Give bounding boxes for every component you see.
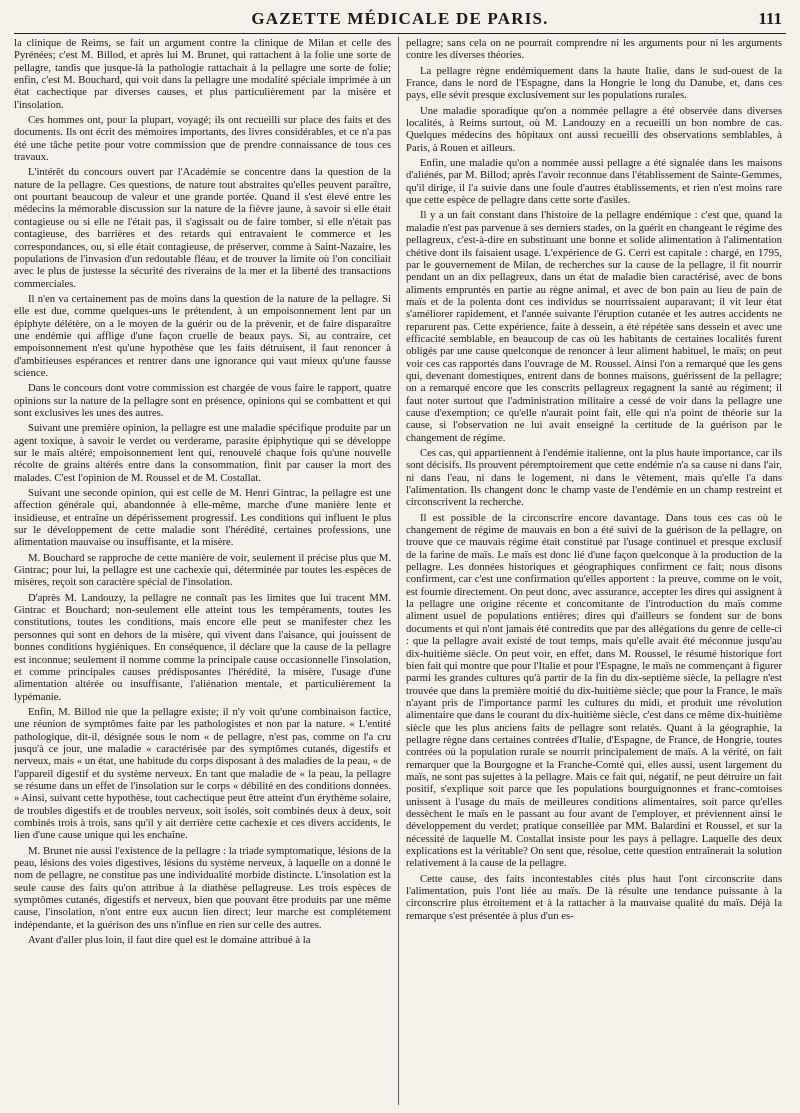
paragraph: Suivant une seconde opinion, qui est celle de M. Henri Gintrac, la pellagre est une affection générale qui, abandonnée à elle-même, marche d'une manière lente et insidieuse, et entraîne un dépérissement progressif. Les conditions qui influent le plus sur le développement de cette maladie sont l'hérédité, certaines professions, une alimentation mauvaise ou insuffisante, et la misère.	[14, 487, 391, 549]
left-column	[14, 37, 398, 1105]
paragraph: la clinique de Reims, se fait un argument contre la clinique de Milan et celle des Pyrénées; c'est M. Billod, et après lui M. Brunet, qui rattachent à la folie une sorte de pellagre, tandis que jusque-là la pathologie rattachait à la pellagre une sorte de folie; enfin, c'est M. Bouchard, qui voit dans la pellagre une modalité spéciale imprimée à un état cachectique par diverses causes, et plus particulièrement par la misère et l'insolation.	[14, 37, 391, 111]
paragraph: pellagre; sans cela on ne pourrait comprendre ni les arguments pour ni les arguments contre les diverses théories.	[406, 37, 782, 62]
paragraph: L'intérêt du concours ouvert par l'Académie se concentre dans la question de la nature de la pellagre. Ces questions, de nature tout abstraites qu'elles peuvent paraître, ont pourtant beaucoup de valeur et une grande portée. Quand il s'est élevé entre les médecins la mémorable discussion sur la nature de la fièvre jaune, à savoir si elle était contagieuse ou si elle ne l'était pas, il s'agissait ou de faire tomber, si elle n'était pas contagieuse, des barrières et des retards qui entravaient le commerce et les correspondances, ou, si elle était contagieuse, de préserver, comme à Saint-Nazaire, les populations de l'invasion d'un redoutable fléau, et de trouver la limite où l'on conciliait avec le plus de justesse la sécurité des riverains de la mer et la liberté des transactions commerciales.	[14, 166, 391, 290]
page-header	[14, 0, 786, 34]
paragraph: Enfin, M. Billod nie que la pellagre existe; il n'y voit qu'une combinaison factice, une réunion de symptômes faite par les pathologistes et non par la nature. « L'entité pathologique, dit-il, désignée sous le nom « de pellagre, n'est pas, comme on l'a cru jusqu'à ce jour, une maladie « caractérisée par des symptômes cutanés, digestifs et nerveux, mais « un état, une habitude du corps disposant à des maladies de la peau, « de l'appareil digestif et du système nerveux. En tant que maladie de « la peau, la pellagre se résume dans un effet de l'insolation sur le corps « débilité en des conditions données. » Ainsi, suivant cette hypothèse, tout cachectique peut être atteint d'un érythème solaire, de troubles digestifs et de troubles nerveux, soit isolés, soit combinés deux à deux, soit combinés trois à trois, sans qu'il y ait derrière cette cachexie et ces divers accidents, le lien d'une cause unique qui les enchaîne.	[14, 705, 391, 842]
right-column	[398, 37, 782, 1105]
page-number: 111	[758, 9, 782, 28]
paragraph: Dans le concours dont votre commission est chargée de vous faire le rapport, quatre opinions sur la nature de la pellagre sont en présence, opinions qui se combattent et qui sont exclusives les unes des autres.	[14, 382, 391, 419]
paragraph: Enfin, une maladie qu'on a nommée aussi pellagre a été signalée dans les maisons d'aliénés, par M. Billod; après l'avoir reconnue dans l'établissement de Sainte-Gemmes, qu'il dirige, il l'a suivie dans une foule d'autres établissements, et rien n'est moins rare que cette espèce de pellagre dans cette sorte d'asiles.	[406, 157, 782, 207]
paragraph: M. Bouchard se rapproche de cette manière de voir, seulement il précise plus que M. Gintrac; pour lui, la pellagre est une cachexie qui, déterminée par toutes les espèces de misères, reçoit son caractère spécial de l'insolation.	[14, 551, 391, 589]
paragraph: Ces cas, qui appartiennent à l'endémie italienne, ont la plus haute importance, car ils sont décisifs. Ils prouvent péremptoirement que cette endémie n'a sa cause ni dans l'air, ni dans l'eau, ni dans le logement, ni dans le vêtement, mais qu'elle l'a dans l'alimentation. Ils changent donc le champ vaste de l'endémie en un champ restreint et circonscrivent la recherche.	[406, 447, 782, 509]
paragraph: Il n'en va certainement pas de moins dans la question de la nature de la pellagre. Si elle est due, comme quelques-uns le prétendent, à un empoisonnement lent par un épiphyte délétère, on a le moyen de la guérir ou de la prévenir, et de faire disparaître une endémie qui afflige d'une façon cruelle de beaux pays. Si, au contraire, cet empoisonnement n'est qu'une hypothèse que les faits détruisent, il faut renoncer à d'ambitieuses espérances et rentrer dans une ignorance qui vaut mieux qu'une fausse science.	[14, 292, 391, 379]
paragraph: Il y a un fait constant dans l'histoire de la pellagre endémique : c'est que, quand la maladie n'est pas parvenue à ses derniers stades, on la guérit en changeant le régime des pellagreux, c'est-à-dire en substituant une bonne et solide alimentation à l'alimentation chétive dont ils faisaient usage. L'expérience de G. Cerri est capitale : chargé, en 1795, par le gouvernement de Milan, de recherches sur la cause de la pellagre, il fit nourrir pendant un an dix pellagreux, dans un état de maladie bien caractérisé, avec de bons aliments empruntés en partie au règne animal, et avec de bon pain au lieu de pain de maïs et de la polenta dont ces individus se nourrissaient auparavant; il vit leur état s'améliorer rapidement, et l'année suivante l'éruption cutanée et les autres accidents ne reparurent pas. Cette expérience, faite à dessein, a été répétée sans dessein et avec une efficacité semblable, en beaucoup de cas où les habitants de certaines localités furent obligés par une cause quelconque de renoncer à leur aliment habituel, le maïs; on peut voir ces cas rapportés dans l'ouvrage de M. Roussel. Ainsi l'on a remarqué que les gens qui, devenant domestiques, entrent dans de bonnes maisons, guérissent de la pellagre; on a remarqué encore que les conscrits pellagreux regagnent la santé au régiment; il faut noter surtout que l'administration militaire a cessé de voir dans la pellagre une cause d'exemption; ce qu'elle n'aurait point fait, elle qui n'a point de théorie sur la cause, si l'observation ne lui avait enseigné la certitude de la guérison par le changement de régime.	[406, 209, 782, 444]
paragraph: Suivant une première opinion, la pellagre est une maladie spécifique produite par un agent toxique, à savoir le verdet ou verderame, parasite épiphytique qui se développe sur le maïs altéré; empoisonnement lent qui, renouvelé chaque fois qu'une nouvelle récolte de grains altérés entre dans la consommation, finit par causer la mort des malades. C'est l'opinion de M. Roussel et de M. Costallat.	[14, 422, 391, 484]
paragraph: M. Brunet nie aussi l'existence de la pellagre : la triade symptomatique, lésions de la peau, lésions des voies digestives, lésions du système nerveux, à laquelle on a donné le nom de pellagre, ne constitue pas une individualité morbide distincte. L'insolation est la seule cause des faits qu'on attribue à la diathèse pellagreuse. Les trois espèces de symptômes cutanés, digestifs et nerveux, bien que pouvant être produits par une même cause, l'insolation, n'ont entre eux aucun lien direct; leur marche est complétement indépendante, et la guérison des uns n'influe en rien sur celle des autres.	[14, 844, 391, 931]
paragraph: Avant d'aller plus loin, il faut dire quel est le domaine attribué à la	[28, 934, 311, 947]
paragraph: Cette cause, des faits incontestables cités plus haut l'ont circonscrite dans l'alimentation, puis l'ont liée au maïs. De là résulte une tendance puissante à la circonscrire plus étroitement et à la rattacher à la mauvaise qualité du maïs. Déjà la remarque s'est présentée à plus d'un es-	[406, 872, 782, 922]
journal-title: GAZETTE MÉDICALE DE PARIS.	[251, 9, 549, 28]
paragraph: D'après M. Landouzy, la pellagre ne connaît pas les limites que lui tracent MM. Gintrac et Bouchard; non-seulement elle atteint tous les tempéraments, toutes les constitutions, toutes les conditions, mais encore elle peut se manifester chez les personnes qui sont en dehors de la misère, qui vivent dans l'aisance, qui jouissent de bonnes conditions hygiéniques. En conséquence, il déclare que la cause de la pellagre est inconnue; seulement il nomme comme la principale cause occasionnelle l'insolation, et comme principales causes prédisposantes l'hérédité, la misère, l'usage d'une alimentation altérée ou insuffisante, l'aliénation mentale, et particulièrement la lypémanie.	[14, 591, 391, 703]
paragraph: Il est possible de la circonscrire encore davantage. Dans tous ces cas où le changement de régime de mauvais en bon a été suivi de la guérison de la pellagre, on trouve que ce mauvais régime était constitué par l'usage continuel et presque exclusif de la farine de maïs. Le maïs est donc lié d'une façon quelconque à la production de la pellagre. Les données historiques et géographiques confirment ce fait; nous disons confirment, car c'est une confirmation qu'elles apportent : la preuve, comme on le voit, est fournie directement. On peut donc, avec assurance, accepter les dires qui assignent à la pellagre une origine récente et concomitante de l'introduction du maïs comme aliment usuel de populations entières; dires qui d'ailleurs se fondent sur de bons documents et qui n'ont jamais été contredits que par des allégations du genre de celle-ci : que la pellagre avait existé de tout temps, mais qu'elle avait été méconnue jusqu'au dix-huitième siècle. On peut voir, en effet, dans M. Roussel, le résumé historique fort bien fait qui montre que pour l'Italie et pour l'Espagne, le maïs ne commençant à figurer parmi les grandes cultures qu'à partir de la fin du dix-septième siècle, la pellagre n'est trouvée que dans la première moitié du dix-huitième siècle; que pour la France, le maïs n'ayant pris de l'importance parmi les cultures du midi, et produit une révolution alimentaire que dans le courant du dix-huitième siècle, c'est dans ce même dix-huitième siècle que les plus anciens faits de pellagre sont relatés. Quant à la géographie, la pellagre règne dans certaines contrées d'Italie, d'Espagne, de France, de Hongrie, toutes contrées où la population rurale se nourrit principalement de maïs. A la vérité, on fait remarquer que la Bourgogne et la Franche-Comté qui, elles aussi, usent largement du maïs, ne sont pas sujettes à la pellagre. Mais ce fait qui, négatif, ne peut détruire un fait positif, s'explique soit parce que les populations bourguignonnes et franc-comtoises unissent à l'usage du maïs de meilleures conditions alimentaires, soit parce qu'elles dessèchent le maïs en le passant au four avant de l'employer, et préviennent ainsi le développement du verdet; pratique conseillée par MM. Balardini et Roussel, et sur la nécessité de laquelle M. Costallat insiste pour les pays à pellagre. Laquelle des deux explications est la véritable? On sent que, résolue, cette question entraînerait la solution relativement à la cause de la pellagre.	[406, 511, 782, 870]
paragraph: Une maladie sporadique qu'on a nommée pellagre a été observée dans diverses localités, à Reims surtout, où M. Landouzy en a recueilli un bon nombre de cas. Quelques médecins des hôpitaux ont aussi recueilli des observations semblables, à Paris, à Rouen et ailleurs.	[406, 104, 782, 154]
text-columns	[14, 37, 786, 1105]
paragraph: Ces hommes ont, pour la plupart, voyagé; ils ont recueilli sur place des faits et des documents. Ils ont écrit des mémoires importants, des livres considérables, et ce n'a pas été une tâche petite pour votre commission que de prendre connaissance de tous ces travaux.	[14, 114, 391, 164]
paragraph: La pellagre règne endémiquement dans la haute Italie, dans le sud-ouest de la France, dans le nord de l'Espagne, dans la Hongrie le long du Danube, et, dans ces pays, elle sévit presque exclusivement sur les populations rurales.	[406, 64, 782, 102]
